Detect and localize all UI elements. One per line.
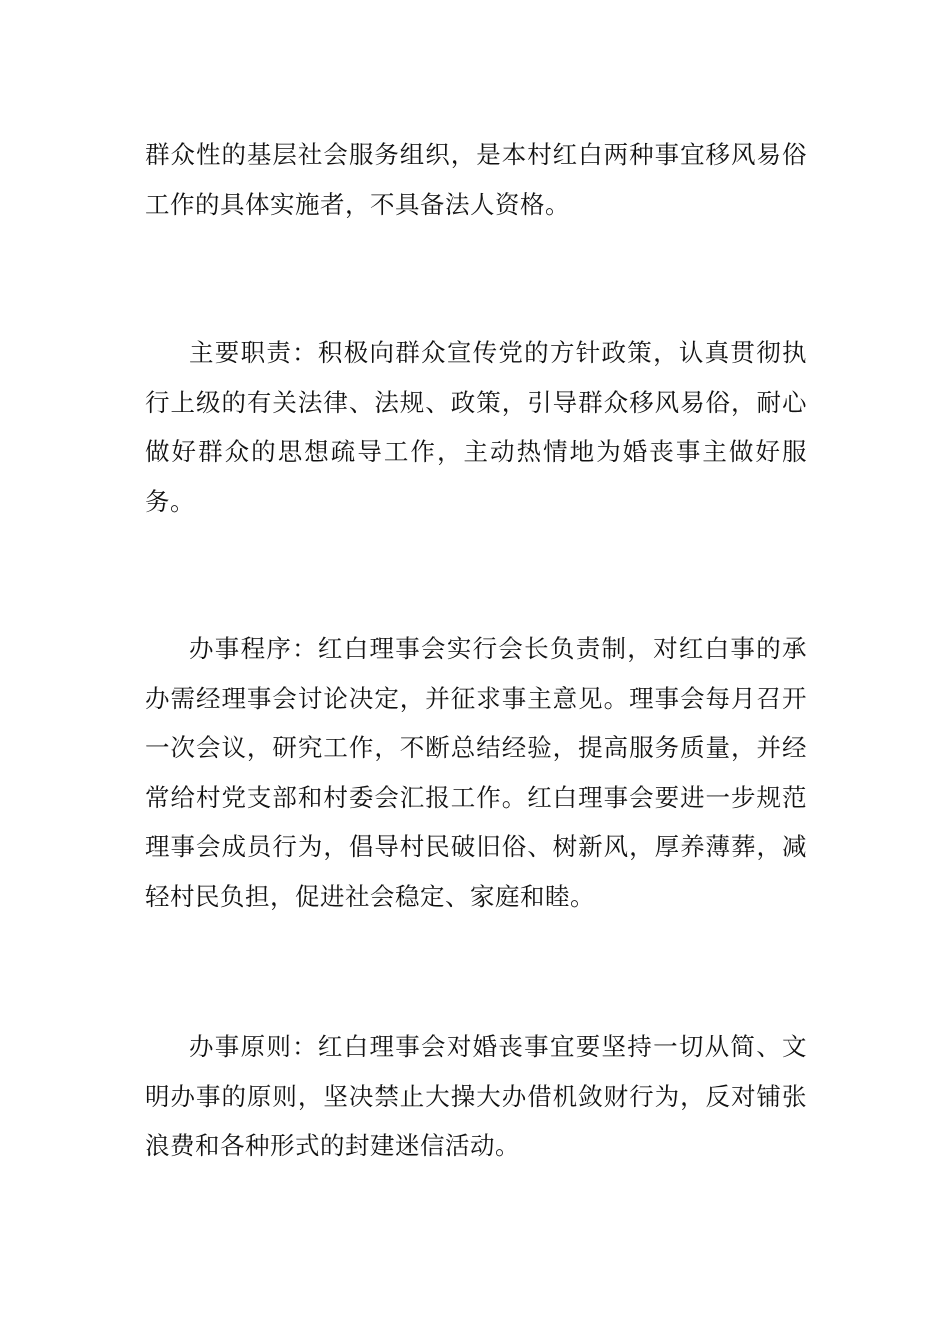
paragraph-main-duties: 主要职责：积极向群众宣传党的方针政策，认真贯彻执行上级的有关法律、法规、政策，引导群众移风易俗，耐心做好群众的思想疏导工作，主动热情地为婚丧事主做好服务。 [145,338,807,516]
paragraph-organization-nature: 群众性的基层社会服务组织，是本村红白两种事宜移风易俗工作的具体实施者，不具备法人资格。 [145,140,807,219]
document-page [145,0,807,1344]
paragraph-principles: 办事原则：红白理事会对婚丧事宜要坚持一切从简、文明办事的原则，坚决禁止大操大办借机敛财行为，反对铺张浪费和各种形式的封建迷信活动。 [145,1032,807,1160]
paragraph-procedures: 办事程序：红白理事会实行会长负责制，对红白事的承办需经理事会讨论决定，并征求事主意见。理事会每月召开一次会议，研究工作，不断总结经验，提高服务质量，并经常给村党支部和村委会汇报工作。红白理事会要进一步规范理事会成员行为，倡导村民破旧俗、树新风，厚养薄葬，减轻村民负担，促进社会稳定、家庭和睦。 [145,634,807,911]
